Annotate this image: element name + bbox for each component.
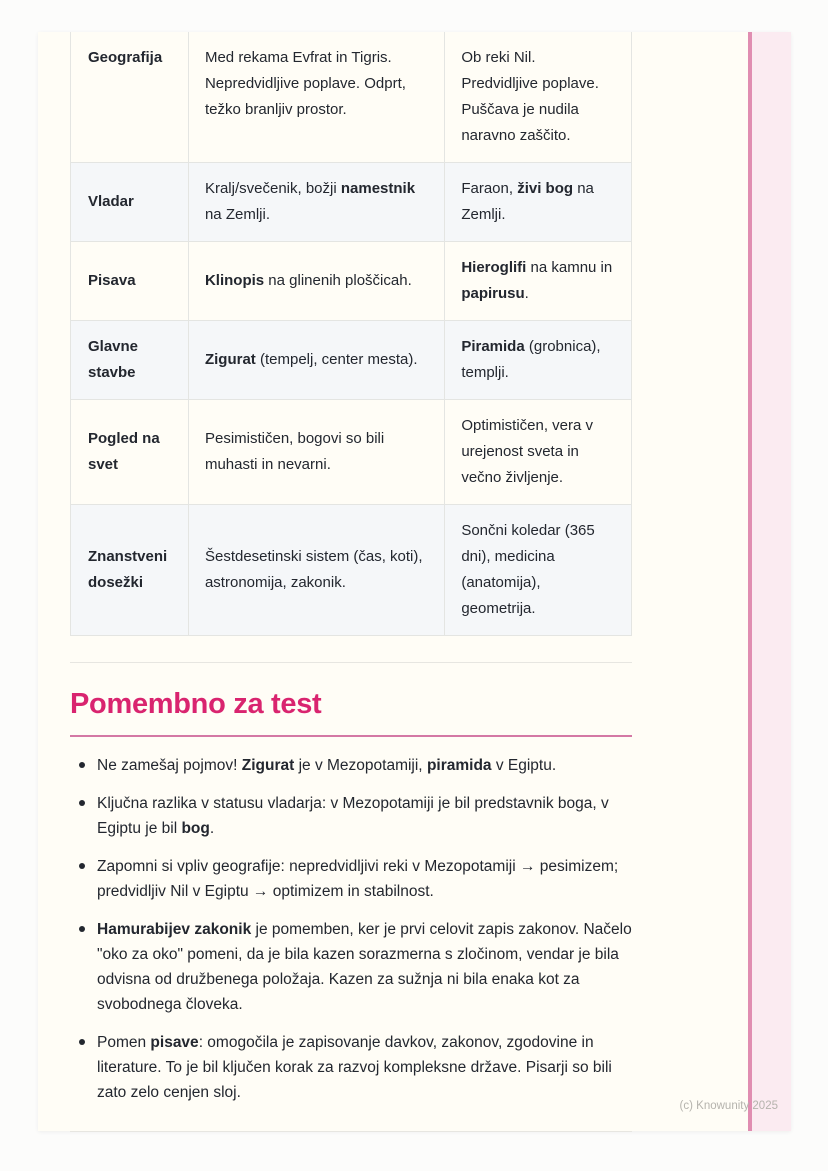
important-notes-list xyxy=(70,753,632,1105)
list-item xyxy=(70,1030,632,1105)
list-item xyxy=(70,791,632,841)
row-label: Pogled na svet xyxy=(71,400,189,505)
list-item-text: Pomen pisave: omogočila je zapisovanje davkov, zakonov, zgodovine in literature. To je bil ključen korak za razvoj kompleksne države. Pisarji so bili zato zelo cenjen sloj. xyxy=(97,1034,612,1101)
cell-egipt: Hieroglifi na kamnu in papirusu. xyxy=(445,242,632,321)
table-row xyxy=(71,505,632,636)
page-edge-stripe xyxy=(748,32,791,1131)
row-label: Vladar xyxy=(71,163,189,242)
cell-egipt: Piramida (grobnica), templji. xyxy=(445,321,632,400)
cell-mezopotamija: Zigurat (tempelj, center mesta). xyxy=(188,321,444,400)
table-row xyxy=(71,400,632,505)
list-item-text: Ključna razlika v statusu vladarja: v Mezopotamiji je bil predstavnik boga, v Egiptu je bil bog. xyxy=(97,795,609,837)
cell-mezopotamija: Med rekama Evfrat in Tigris. Nepredvidljive poplave. Odprt, težko branljiv prostor. xyxy=(188,32,444,163)
cell-mezopotamija: Pesimističen, bogovi so bili muhasti in nevarni. xyxy=(188,400,444,505)
comparison-table xyxy=(70,32,632,636)
table-row xyxy=(71,242,632,321)
section-heading: Pomembno za test xyxy=(70,688,322,720)
table-row xyxy=(71,163,632,242)
row-label: Glavne stavbe xyxy=(71,321,189,400)
row-label: Znanstveni dosežki xyxy=(71,505,189,636)
table-row xyxy=(71,32,632,163)
row-label: Pisava xyxy=(71,242,189,321)
list-item xyxy=(70,753,632,778)
cell-egipt: Optimističen, vera v urejenost sveta in večno življenje. xyxy=(445,400,632,505)
heading-underline xyxy=(70,735,632,737)
list-item-text: Zapomni si vpliv geografije: nepredvidljivi reki v Mezopotamiji → pesimizem; predvidljiv Nil v Egiptu → optimizem in stabilnost. xyxy=(97,858,619,900)
list-item xyxy=(70,854,632,904)
section-divider xyxy=(70,1131,632,1132)
cell-egipt: Faraon, živi bog na Zemlji. xyxy=(445,163,632,242)
cell-mezopotamija: Šestdesetinski sistem (čas, koti), astronomija, zakonik. xyxy=(188,505,444,636)
cell-egipt: Ob reki Nil. Predvidljive poplave. Puščava je nudila naravno zaščito. xyxy=(445,32,632,163)
page-content xyxy=(70,32,632,1132)
document-page xyxy=(38,32,791,1131)
cell-mezopotamija: Klinopis na glinenih ploščicah. xyxy=(188,242,444,321)
row-label: Geografija xyxy=(71,32,189,163)
list-item-text: Hamurabijev zakonik je pomemben, ker je prvi celovit zapis zakonov. Načelo "oko za oko" pomeni, da je bila kazen sorazmerna s zločinom, vendar je bila odvisna od družbenega položaja. Kazen za sužnja ni bila enaka kot za svobodnega človeka. xyxy=(97,921,632,1013)
watermark: (c) Knowunity 2025 xyxy=(679,1100,778,1112)
list-item-text: Ne zamešaj pojmov! Zigurat je v Mezopotamiji, piramida v Egiptu. xyxy=(97,757,557,774)
cell-mezopotamija: Kralj/svečenik, božji namestnik na Zemlji. xyxy=(188,163,444,242)
table-row xyxy=(71,321,632,400)
section-divider xyxy=(70,662,632,663)
cell-egipt: Sončni koledar (365 dni), medicina (anatomija), geometrija. xyxy=(445,505,632,636)
list-item xyxy=(70,917,632,1017)
